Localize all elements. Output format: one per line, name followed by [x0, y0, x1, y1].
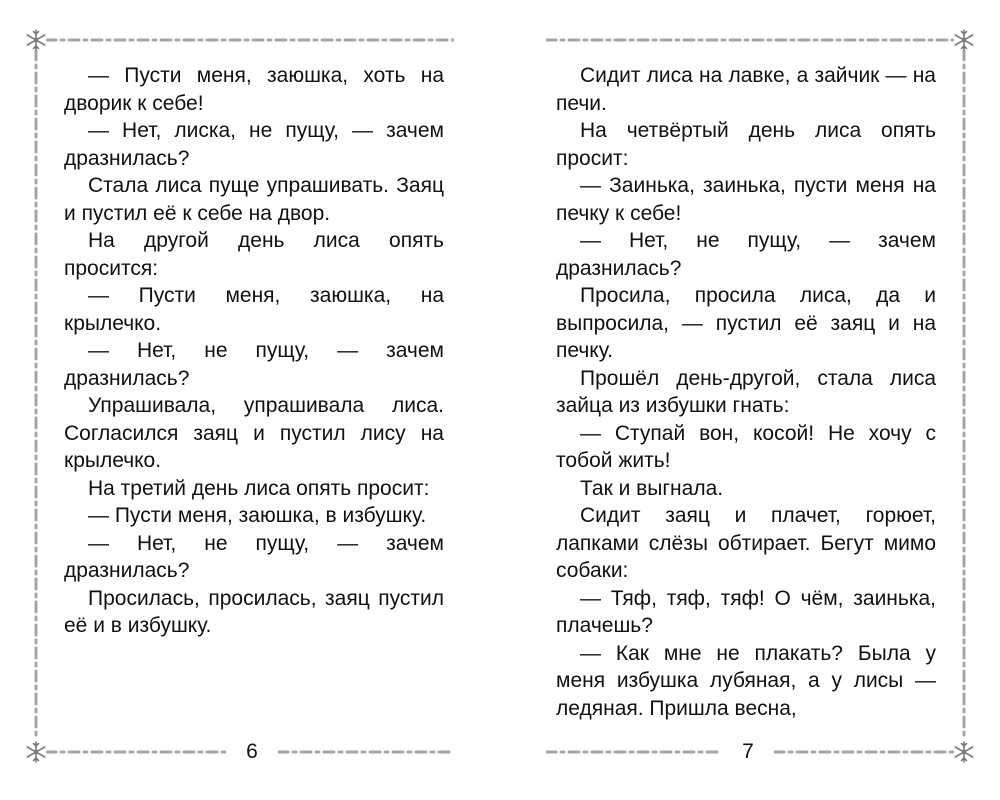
paragraph: — Заинька, заинька, пусти меня на печку к себе! [556, 174, 936, 225]
paragraph: — Пусти меня, заюшка, хоть на дворик к себе! [64, 64, 444, 115]
paragraph: — Пусти меня, заюшка, в избушку. [88, 504, 427, 527]
paragraph: Сидит лиса на лавке, а зайчик — на печи. [556, 64, 936, 115]
paragraph: — Тяф, тяф, тяф! О чём, заинька, плачешь? [556, 586, 936, 637]
snowflake-icon [24, 28, 48, 52]
paragraph: — Как мне не плакать? Была у меня избушка лубяная, а у лисы — ледяная. Пришла весна, [556, 641, 936, 720]
paragraph: Просила, просила лиса, да и выпросила, — пустил её заяц и на печку. [556, 284, 936, 362]
page-text-left [64, 62, 444, 640]
paragraph: — Пусти меня, заюшка, на крылечко. [64, 284, 444, 335]
paragraph: Так и выгнала. [580, 476, 724, 500]
frame-top [46, 37, 454, 43]
page-number: 6 [246, 740, 258, 763]
page-right [500, 0, 1000, 800]
frame-right [961, 50, 967, 740]
paragraph: Упрашивала, упрашивала лиса. Согласился заяц и пустил лису на крылечко. [64, 394, 444, 472]
paragraph: Стала лиса пуще упрашивать. Заяц и пустил её к себе на двор. [64, 174, 444, 225]
page-text-right [556, 62, 936, 722]
paragraph: На другой день лиса опять просится: [64, 229, 444, 280]
paragraph: На четвёртый день лиса опять просит: [556, 119, 936, 170]
frame-top [546, 37, 954, 43]
paragraph: — Ступай вон, косой! Не хочу с тобой жить! [556, 421, 936, 472]
frame-bottom-right [774, 749, 954, 755]
frame-left [33, 50, 39, 740]
frame-bottom-left [46, 749, 226, 755]
paragraph: На третий день лиса опять просит: [88, 476, 430, 500]
paragraph: Прошёл день-другой, стала лиса зайца из избушки гнать: [556, 366, 936, 417]
frame-bottom-right [278, 749, 454, 755]
paragraph: — Нет, не пущу, — зачем дразнилась? [64, 531, 444, 582]
paragraph: Просилась, просилась, заяц пустил её и в избушку. [64, 586, 444, 637]
frame-bottom-left [546, 749, 722, 755]
snowflake-icon [952, 28, 976, 52]
snowflake-icon [24, 740, 48, 764]
paragraph: — Нет, лиска, не пущу, — зачем дразнилась? [64, 119, 444, 170]
snowflake-icon [952, 740, 976, 764]
page-number: 7 [742, 740, 754, 763]
paragraph: Сидит заяц и плачет, горюет, лапками слёзы обтирает. Бегут мимо собаки: [556, 504, 936, 582]
paragraph: — Нет, не пущу, — зачем дразнилась? [64, 339, 444, 390]
paragraph: — Нет, не пущу, — зачем дразнилась? [556, 229, 936, 280]
